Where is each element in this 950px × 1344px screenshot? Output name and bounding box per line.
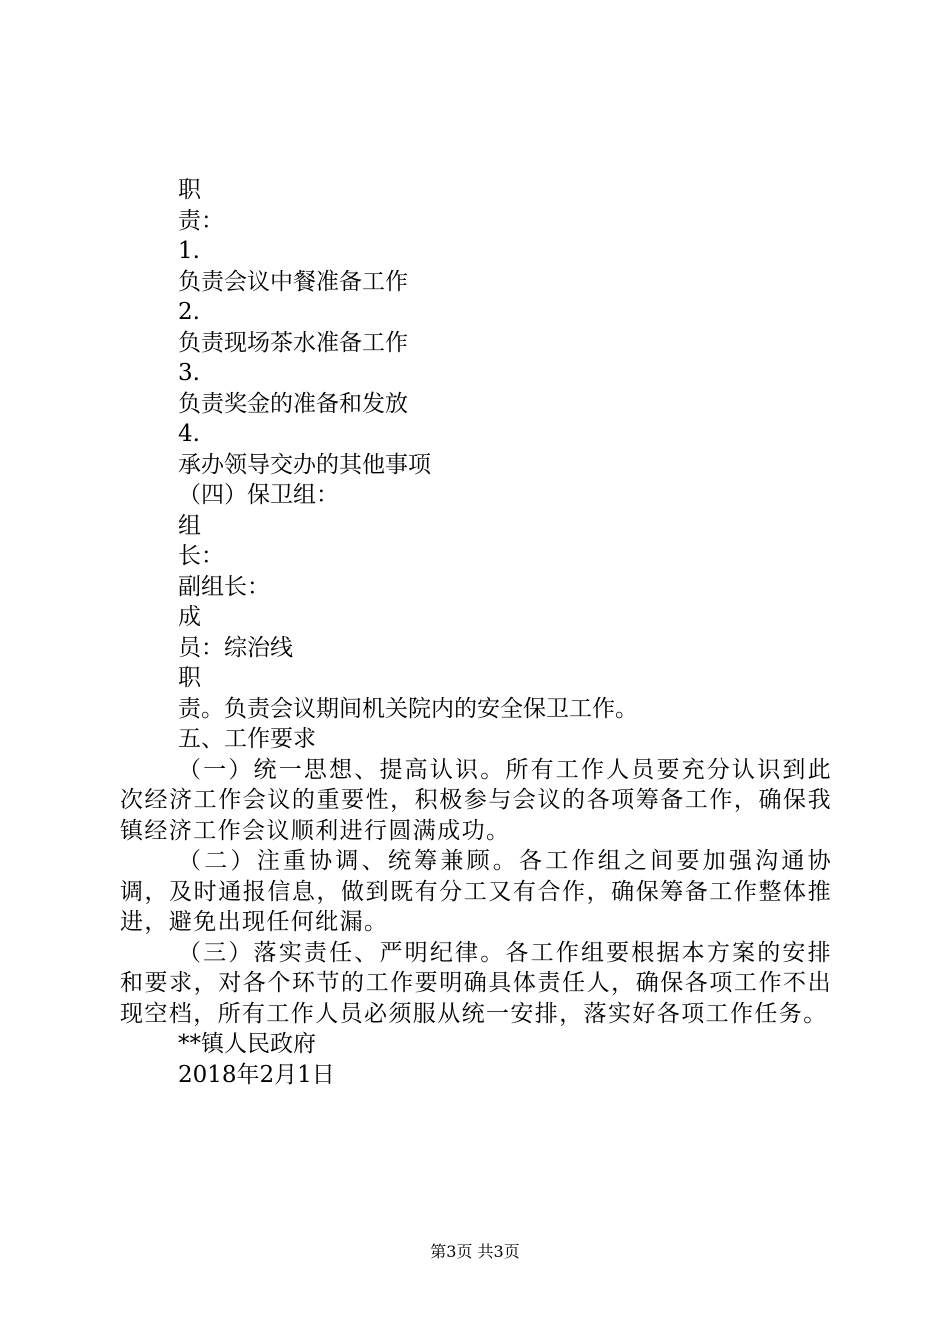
document-date: 2018年2月1日 bbox=[178, 1061, 335, 1088]
text-line: 4. bbox=[178, 421, 200, 447]
text-line: 副组长： bbox=[178, 573, 270, 600]
requirement-paragraph: （二）注重协调、统筹兼顾。各工作组之间要加强沟通协调，及时通报信息，做到既有分工又有合作，确保筹备工作整体推进，避免出现任何纰漏。 bbox=[120, 848, 832, 935]
section-heading: 五、工作要求 bbox=[178, 726, 316, 752]
text-line: 长： bbox=[178, 543, 224, 569]
text-line: 员：综治线 bbox=[178, 634, 293, 661]
requirement-paragraph: （一）统一思想、提高认识。所有工作人员要充分认识到此次经济工作会议的重要性，积极参与会议的各项筹备工作，确保我镇经济工作会议顺利进行圆满成功。 bbox=[120, 756, 832, 844]
text-line: 责： bbox=[178, 207, 224, 234]
document-body bbox=[120, 175, 832, 1090]
requirement-paragraph: （三）落实责任、严明纪律。各工作组要根据本方案的安排和要求，对各个环节的工作要明确具体责任人，确保各项工作不出现空档，所有工作人员必须服从统一安排，落实好各项工作任务。 bbox=[120, 939, 832, 1027]
signature: **镇人民政府 bbox=[178, 1031, 316, 1057]
section-heading: （四）保卫组： bbox=[178, 482, 339, 508]
page-footer: 第3页 共3页 bbox=[430, 1242, 520, 1261]
text-line: 负责现场茶水准备工作 bbox=[178, 329, 408, 356]
text-line: 负责会议中餐准备工作 bbox=[178, 268, 408, 295]
text-line: 3. bbox=[178, 360, 200, 386]
text-line: 负责奖金的准备和发放 bbox=[178, 390, 408, 417]
text-line: 1. bbox=[178, 238, 200, 264]
text-line: 成 bbox=[178, 604, 201, 630]
text-line: 组 bbox=[178, 512, 201, 539]
text-line: 职 bbox=[178, 665, 201, 691]
text-line: 2. bbox=[178, 299, 200, 325]
text-line: 责。负责会议期间机关院内的安全保卫工作。 bbox=[178, 695, 638, 722]
text-line: 承办领导交办的其他事项 bbox=[178, 451, 431, 478]
text-line: 职 bbox=[178, 177, 201, 203]
